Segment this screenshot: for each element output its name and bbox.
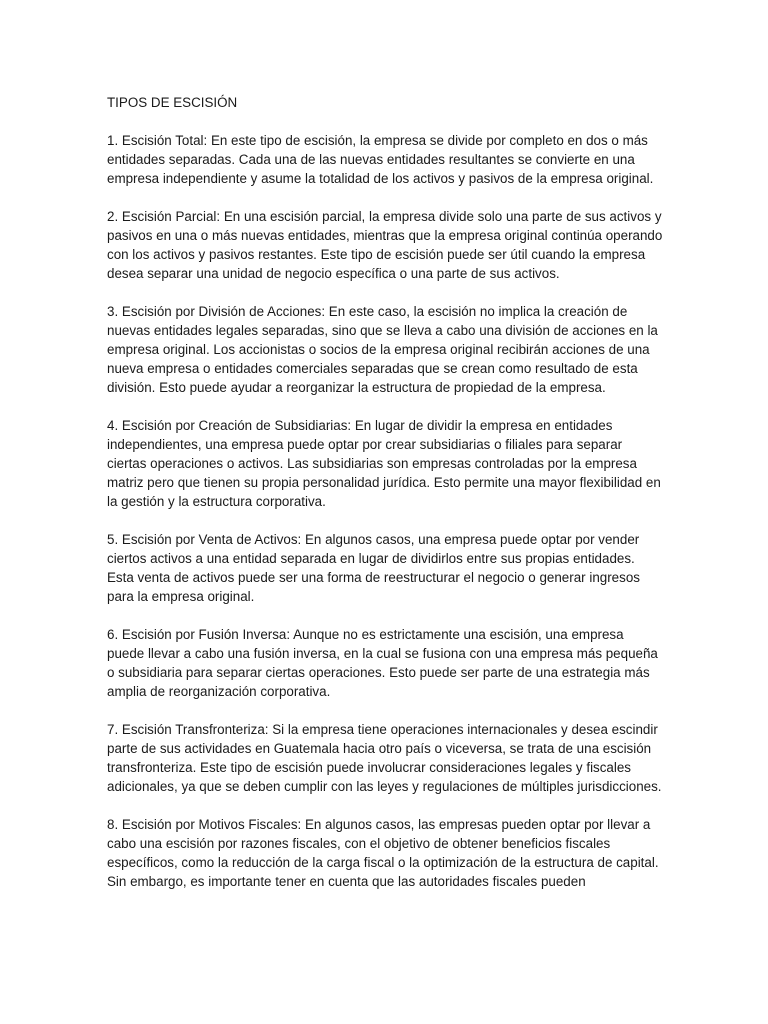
paragraph-3: 3. Escisión por División de Acciones: En este caso, la escisión no implica la creación de nuevas entidades legales separadas, sino que se lleva a cabo una división de acciones en la empresa original. Los accionistas o socios de la empresa original recibirán acciones de una nueva empresa o entidades comerciales separadas que se crean como resultado de esta división. Esto puede ayudar a reorganizar la estructura de propiedad de la empresa. (107, 304, 658, 395)
paragraph-7: 7. Escisión Transfronteriza: Si la empresa tiene operaciones internacionales y desea escindir parte de sus actividades en Guatemala hacia otro país o viceversa, se trata de una escisión transfronteriza. Este tipo de escisión puede involucrar consideraciones legales y fiscales adicionales, ya que se deben cumplir con las leyes y regulaciones de múltiples jurisdicciones. (107, 722, 662, 794)
paragraph-8: 8. Escisión por Motivos Fiscales: En algunos casos, las empresas pueden optar por llevar a cabo una escisión por razones fiscales, con el objetivo de obtener beneficios fiscales específicos, como la reducción de la carga fiscal o la optimización de la estructura de capital. Sin embargo, es importante tener en cuenta que las autoridades fiscales pueden (107, 817, 659, 889)
document-body (107, 93, 663, 910)
paragraph-1: 1. Escisión Total: En este tipo de escisión, la empresa se divide por completo en dos o más entidades separadas. Cada una de las nuevas entidades resultantes se convierte en una empresa independiente y asume la totalidad de los activos y pasivos de la empresa original. (107, 133, 654, 186)
paragraph-2: 2. Escisión Parcial: En una escisión parcial, la empresa divide solo una parte de sus activos y pasivos en una o más nuevas entidades, mientras que la empresa original continúa operando con los activos y pasivos restantes. Este tipo de escisión puede ser útil cuando la empresa desea separar una unidad de negocio específica o una parte de sus activos. (107, 209, 663, 281)
paragraph-4: 4. Escisión por Creación de Subsidiarias: En lugar de dividir la empresa en entidades independientes, una empresa puede optar por crear subsidiarias o filiales para separar ciertas operaciones o activos. Las subsidiarias son empresas controladas por la empresa matriz pero que tienen su propia personalidad jurídica. Esto permite una mayor flexibilidad en la gestión y la estructura corporativa. (107, 418, 661, 509)
paragraph-5: 5. Escisión por Venta de Activos: En algunos casos, una empresa puede optar por vender ciertos activos a una entidad separada en lugar de dividirlos entre sus propias entidades. Esta venta de activos puede ser una forma de reestructurar el negocio o generar ingresos para la empresa original. (107, 532, 640, 604)
document-title: TIPOS DE ESCISIÓN (107, 95, 238, 110)
paragraph-6: 6. Escisión por Fusión Inversa: Aunque no es estrictamente una escisión, una empresa puede llevar a cabo una fusión inversa, en la cual se fusiona con una empresa más pequeña o subsidiaria para separar ciertas operaciones. Esto puede ser parte de una estrategia más amplia de reorganización corporativa. (107, 627, 658, 699)
